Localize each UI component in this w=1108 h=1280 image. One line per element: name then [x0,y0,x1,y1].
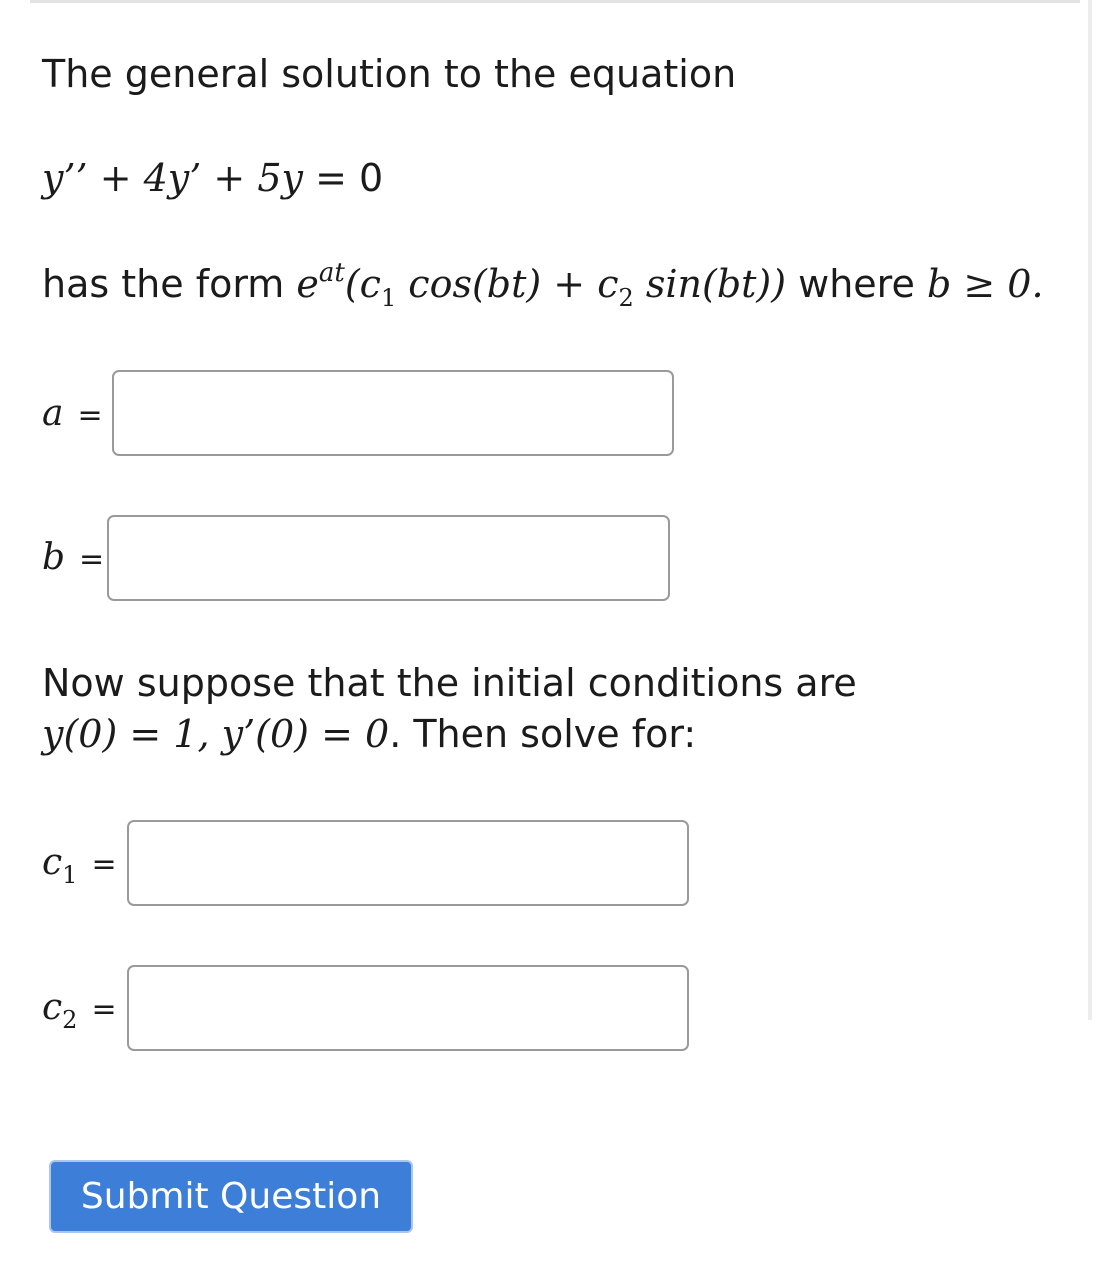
answer-c2-input[interactable] [127,965,689,1051]
form-sub-2: 2 [618,284,634,312]
differential-equation [42,152,383,204]
form-expr-b: cos(bt) + c [396,262,619,306]
form-where: where [786,262,927,306]
top-divider [30,0,1080,3]
initial-conditions-math: y(0) = 1, y’(0) = 0 [42,712,390,756]
answer-c1-input[interactable] [127,820,689,906]
solution-form [42,258,1044,315]
answer-a-input[interactable] [112,370,674,456]
label-c1-sub: 1 [62,861,78,889]
label-c2-equals: = [91,992,117,1027]
form-expr-c: sin(bt)) [633,262,787,306]
initial-conditions-line1: Now suppose that the initial conditions are [42,661,857,705]
initial-conditions-suffix: . Then solve for: [389,712,697,756]
question-intro: The general solution to the equation [42,52,737,96]
label-c2-sub: 2 [62,1006,78,1034]
label-a [42,389,103,441]
form-prefix: has the form [42,262,297,306]
form-sub-1: 1 [380,284,397,312]
scrollbar-track[interactable] [1088,0,1092,1020]
answer-b-input[interactable] [107,515,670,601]
label-c1 [42,838,117,891]
form-expr-a: (c [344,262,381,306]
label-b-var: b [42,537,66,578]
label-b-equals: = [79,542,105,577]
label-c2 [42,983,117,1036]
form-exponent: at [318,258,345,288]
label-b [42,533,104,585]
submit-question-button[interactable]: Submit Question [49,1160,413,1233]
label-c1-var: c [42,842,63,883]
label-a-equals: = [77,398,103,433]
label-c2-var: c [42,987,63,1028]
equation-lhs: y’’ + 4y’ + 5y [42,156,303,200]
label-c1-equals: = [91,847,117,882]
equation-rhs: = 0 [303,156,384,200]
form-condition: b ≥ 0. [926,262,1044,306]
form-e: e [296,262,319,306]
initial-conditions-line2 [42,708,696,760]
label-a-var: a [42,393,64,434]
